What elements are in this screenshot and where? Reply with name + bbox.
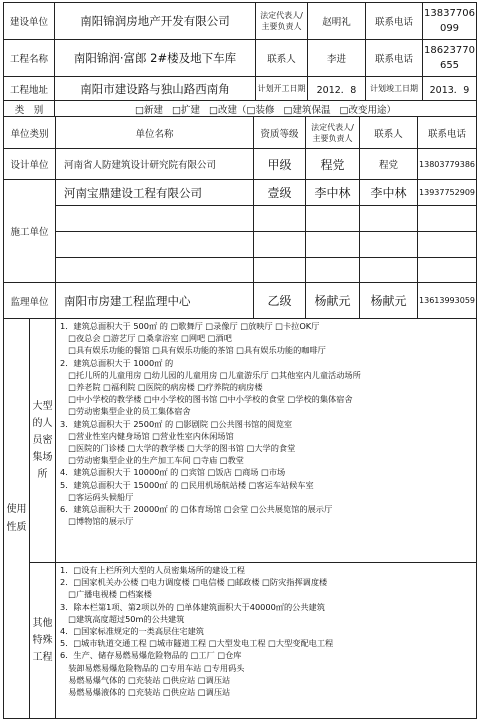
supervision-unit-label: 监理单位 <box>4 283 56 319</box>
legal-rep-value: 赵明礼 <box>308 3 366 40</box>
contact-label: 联系人 <box>256 40 308 77</box>
address-value: 南阳市建设路与独山路西南角 <box>55 77 256 101</box>
category-new-checkbox[interactable]: □新建 <box>134 104 163 116</box>
list-item: □建筑高度超过50m的公共建筑 <box>60 613 185 624</box>
supervision-unit-legal: 杨献元 <box>306 283 360 319</box>
design-unit-name: 河南省人防建筑设计研究院有限公司 <box>56 149 254 180</box>
list-item: □营业性室内健身场馆 □营业性室内休闲场馆 <box>60 430 234 441</box>
design-unit-grade: 甲级 <box>254 149 306 180</box>
category-extend-checkbox[interactable]: □扩建 <box>172 104 200 116</box>
phone-label: 联系电话 <box>366 3 423 40</box>
legal-header: 法定代表人/ 主要负责人 <box>306 117 360 149</box>
list-item: □医院的门诊楼 □大学的教学楼 □大学的图书馆 □大学的食堂 <box>60 443 296 454</box>
phone-header: 联系电话 <box>418 117 477 149</box>
contractor-name: 河南宝鼎建设工程有限公司 <box>56 180 254 206</box>
list-item: 1．□设有上栏所列大型的人员密集场所的建设工程 <box>60 565 245 575</box>
unit-type-header: 单位类别 <box>4 117 56 149</box>
crowded-places-label: 大型的人员密集场所 <box>30 319 56 563</box>
legal-rep-label: 法定代表人/ 主要负责人 <box>256 3 308 40</box>
construction-unit-value: 南阳锦润房地产开发有限公司 <box>55 3 256 40</box>
list-item: 3．除本栏第1项、第2项以外的 □单体建筑面积大于40000㎡的公共建筑 <box>60 601 325 612</box>
phone-value: 13837706099 <box>423 3 477 40</box>
supervision-unit-contact: 杨献元 <box>360 283 418 319</box>
category-rebuild-checkbox[interactable]: □改建（□装修 <box>209 104 275 116</box>
category-options <box>55 101 477 117</box>
usage-nature-label <box>4 319 30 719</box>
list-item: □广播电视楼 □档案楼 <box>60 589 152 600</box>
design-unit-phone: 13803779386 <box>418 149 477 180</box>
list-item: 4．建筑总面积大于 10000㎡ 的 □宾馆 □饭店 □商场 □市场 <box>60 467 286 478</box>
list-item: 2．建筑总面积大于 1000㎡ 的 <box>60 357 174 368</box>
start-date-value: 2012．8 <box>308 77 366 101</box>
phone2-value: 18623770655 <box>423 40 477 77</box>
list-item: 5．建筑总面积大于 15000㎡ 的 □民用机场航站楼 □客运车站候车室 <box>60 479 314 490</box>
units-and-nature-table <box>3 116 477 719</box>
project-info-table <box>3 2 477 117</box>
design-unit-legal: 程党 <box>306 149 360 180</box>
supervision-unit-grade: 乙级 <box>254 283 306 319</box>
special-projects-list <box>56 563 477 719</box>
category-insulation-checkbox[interactable]: □建筑保温 <box>283 104 331 116</box>
list-item: □客运码头候船厅 <box>60 491 134 502</box>
category-change-use-checkbox[interactable]: □改变用途） <box>339 104 396 116</box>
list-item: 易燃易爆气体的 □充装站 □供应站 □调压站 <box>60 674 231 685</box>
grade-header: 资质等级 <box>254 117 306 149</box>
list-item: 装卸易燃易爆危险物品的 □专用车站 □专用码头 <box>60 662 245 673</box>
design-unit-label: 设计单位 <box>4 149 56 180</box>
contractor-grade: 壹级 <box>254 180 306 206</box>
list-item: 2．□国家机关办公楼 □电力调度楼 □电信楼 □邮政楼 □防灾指挥调度楼 <box>60 577 328 588</box>
supervision-unit-phone: 13613993059 <box>418 283 477 319</box>
address-label: 工程地址 <box>4 77 55 101</box>
crowded-places-list <box>56 319 477 563</box>
project-name-label: 工程名称 <box>4 40 55 77</box>
list-item: 易燃易爆液体的 □充装站 □供应站 □调压站 <box>60 687 231 698</box>
unit-name-header: 单位名称 <box>56 117 254 149</box>
supervision-unit-name: 南阳市房建工程监理中心 <box>56 283 254 319</box>
list-item: 3．建筑总面积大于 2500㎡ 的 □影剧院 □公共图书馆的阅览室 <box>60 418 293 429</box>
usage-nature-text: 使用性质 <box>6 503 27 533</box>
list-item: □养老院 □福利院 □医院的病房楼 □疗养院的病房楼 <box>60 382 263 393</box>
list-item: 6．建筑总面积大于 20000㎡ 的 □体育场馆 □会堂 □公共展览馆的展示厅 <box>60 504 333 515</box>
contact-header: 联系人 <box>360 117 418 149</box>
construction-unit-label: 建设单位 <box>4 3 55 40</box>
contact-value: 李进 <box>308 40 366 77</box>
list-item: □具有娱乐功能的餐馆 □具有娱乐功能的茶馆 □具有娱乐功能的咖啡厅 <box>60 345 326 356</box>
end-date-value: 2013．9 <box>423 77 477 101</box>
category-label: 类 别 <box>4 101 55 117</box>
end-date-label: 计划竣工日期 <box>366 77 423 101</box>
contractor-phone: 13937752909 <box>418 180 477 206</box>
special-projects-label: 其他特殊工程 <box>30 563 56 719</box>
list-item: □夜总会 □游艺厅 □桑拿浴室 □网吧 □酒吧 <box>60 333 232 344</box>
project-name-value: 南阳锦润·富郎 2#楼及地下车库 <box>55 40 256 77</box>
list-item: □中小学校的教学楼 □中小学校的图书馆 □中小学校的食堂 □学校的集体宿舍 <box>60 394 353 405</box>
list-item: 6．生产、储存易燃易爆危险物品的 □工厂 □仓库 <box>60 650 242 661</box>
contractor-legal: 李中林 <box>306 180 360 206</box>
design-unit-contact: 程党 <box>360 149 418 180</box>
list-item: □劳动密集型企业的员工集体宿舍 <box>60 406 191 417</box>
list-item: 5．□城市轨道交通工程 □城市隧道工程 □大型发电工程 □大型变配电工程 <box>60 638 334 649</box>
list-item: 4．□国家标准规定的一类高层住宅建筑 <box>60 626 204 637</box>
phone2-label: 联系电话 <box>366 40 423 77</box>
start-date-label: 计划开工日期 <box>256 77 308 101</box>
list-item: □托儿所的儿童用房 □幼儿园的儿童用房 □儿童游乐厅 □其他室内儿童活动场所 <box>60 369 361 380</box>
list-item: □博物馆的展示厅 <box>60 516 134 527</box>
construction-unit-type-label: 施工单位 <box>4 180 56 283</box>
contractor-contact: 李中林 <box>360 180 418 206</box>
list-item: 1．建筑总面积大于 500㎡ 的 □歌舞厅 □录像厅 □放映厅 □卡拉OK厅 <box>60 321 320 331</box>
list-item: □劳动密集型企业的生产加工车间 □寺庙 □教堂 <box>60 455 244 466</box>
